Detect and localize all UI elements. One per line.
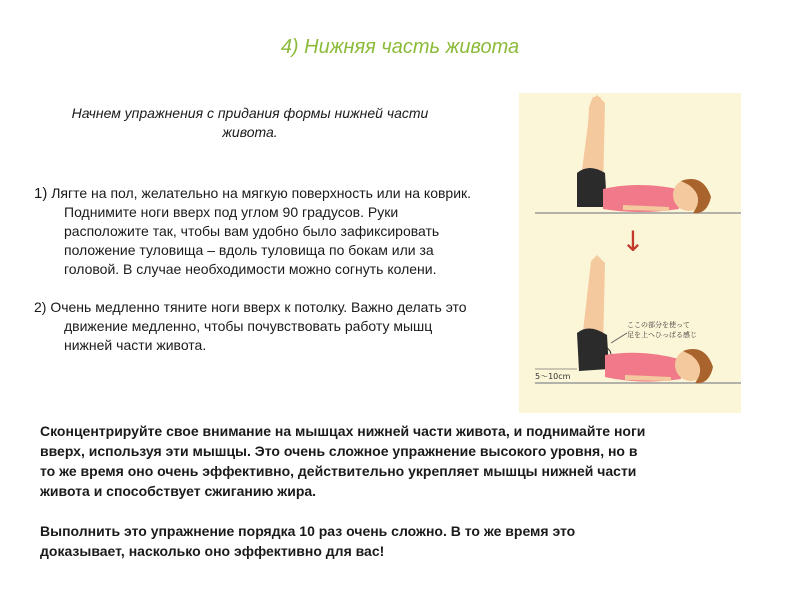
intro-text — [40, 104, 460, 142]
step-2-line-2: движение медленно, чтобы почувствовать работу мышц — [64, 318, 433, 334]
step-1-number: 1) — [34, 185, 48, 202]
conclusion-p1-line-1: Сконцентрируйте свое внимание на мышцах нижней части живота, и поднимайте ноги — [40, 423, 646, 439]
slide-title: 4) Нижняя часть живота — [280, 36, 520, 58]
conclusion-paragraph-2 — [40, 521, 740, 561]
step-1-line-3: расположите так, чтобы вам удобно было зафиксировать — [64, 223, 440, 239]
step-1-line-5: головой. В случае необходимости можно согнуть колени. — [64, 261, 437, 277]
step-2 — [34, 298, 524, 355]
shorts-top — [577, 168, 607, 207]
conclusion-p1-line-2: вверх, используя эти мышцы. Это очень сложное упражнение высокого уровня, но в — [40, 443, 638, 459]
caption-line-1: ここの部分を使って — [627, 321, 690, 329]
conclusion-p2-line-1: Выполнить это упражнение порядка 10 раз очень сложно. В то же время это — [40, 523, 576, 539]
shorts-bottom — [577, 328, 609, 371]
step-1-line-1: Лягте на пол, желательно на мягкую поверхность или на коврик. — [47, 185, 472, 201]
arrow-down-icon: ↓ — [621, 225, 645, 258]
caption-pointer — [611, 333, 627, 343]
step-2-line-3: нижней части живота. — [64, 337, 207, 353]
intro-line-2: живота. — [222, 124, 278, 140]
step-2-line-1: 2) Очень медленно тяните ноги вверх к потолку. Важно делать это — [34, 299, 467, 315]
conclusion-p1-line-3: то же время оно очень эффективно, действительно укрепляет мышцы нижней части — [40, 463, 637, 479]
conclusion-p2-line-2: доказывает, насколько оно эффективно для вас! — [40, 543, 385, 559]
step-1 — [34, 184, 534, 279]
height-label: 5〜10cm — [535, 372, 571, 381]
step-1-first-line — [34, 184, 534, 203]
conclusion-p1-line-4: живота и способствует сжиганию жира. — [40, 483, 317, 499]
conclusion-paragraph-1 — [40, 421, 740, 501]
step-1-line-2: Поднимите ноги вверх под углом 90 градусов. Руки — [64, 204, 399, 220]
intro-line-1: Начнем упражнения с придания формы нижней части — [71, 105, 429, 121]
exercise-figure-svg — [519, 93, 741, 413]
caption-line-2: 足を上へひっぱる感じ — [627, 331, 697, 339]
conclusion-text — [40, 421, 740, 561]
step-1-line-4: положение туловища – вдоль туловища по бокам или за — [64, 242, 434, 258]
exercise-illustration — [519, 93, 741, 413]
